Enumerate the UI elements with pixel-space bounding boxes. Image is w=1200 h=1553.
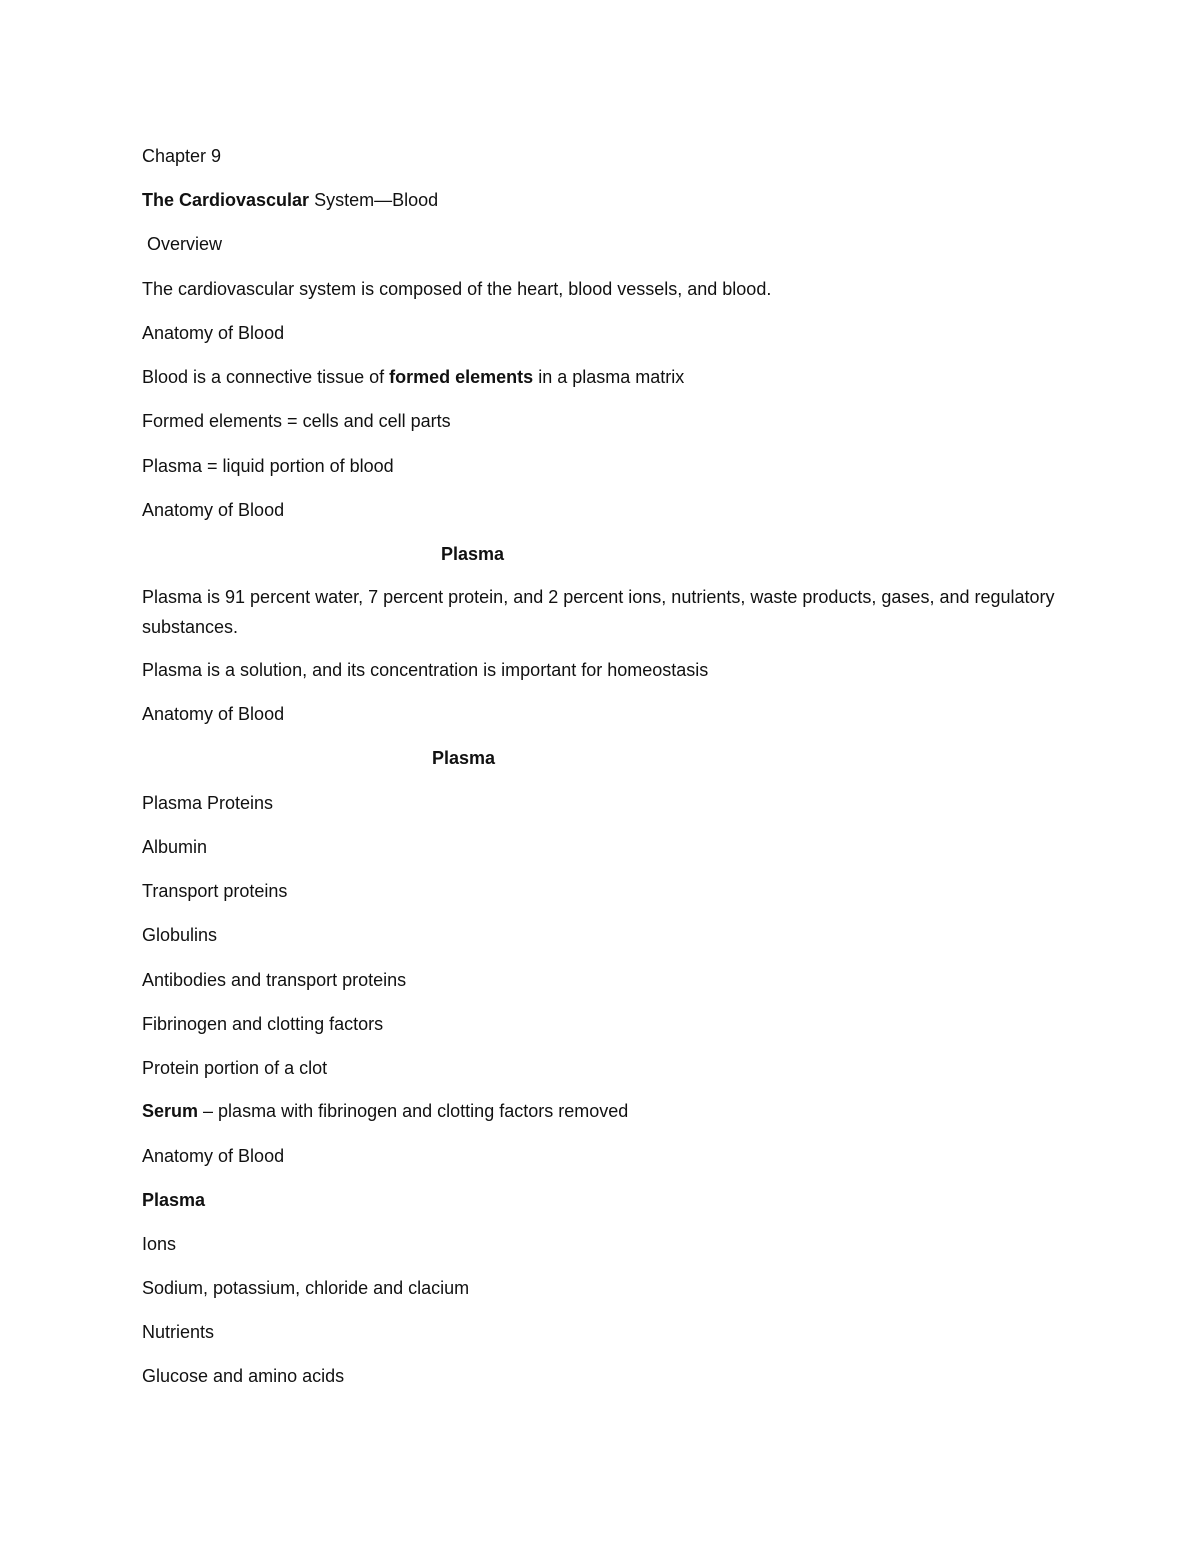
plasma-subheading: Plasma [432, 748, 496, 768]
blood-definition [142, 366, 684, 388]
plasma-definition: Plasma = liquid portion of blood [142, 456, 394, 476]
chapter-title [142, 189, 438, 211]
chapter-label: Chapter 9 [142, 146, 222, 166]
serum-definition-text: – plasma with fibrinogen and clotting factors removed [198, 1101, 629, 1121]
serum-definition [142, 1100, 628, 1122]
serum-term: Serum [142, 1101, 199, 1121]
overview-heading: Overview [142, 234, 223, 254]
plasma-subheading: Plasma [142, 1190, 206, 1210]
plasma-composition-paragraph: Plasma is 91 percent water, 7 percent protein, and 2 percent ions, nutrients, waste products, gases, and regulatory substances. [142, 587, 1055, 637]
blood-definition-part1: Blood is a connective tissue of [142, 367, 390, 387]
plasma-solution-paragraph: Plasma is a solution, and its concentration is important for homeostasis [142, 660, 709, 680]
list-item: Protein portion of a clot [142, 1058, 328, 1078]
formed-elements-term: formed elements [389, 367, 534, 387]
intro-paragraph: The cardiovascular system is composed of the heart, blood vessels, and blood. [142, 279, 772, 299]
plasma-subheading: Plasma [441, 544, 505, 564]
list-item: Plasma Proteins [142, 793, 274, 813]
list-item: Transport proteins [142, 881, 288, 901]
section-heading: Anatomy of Blood [142, 1146, 285, 1166]
formed-elements-definition: Formed elements = cells and cell parts [142, 411, 451, 431]
section-heading: Anatomy of Blood [142, 500, 285, 520]
list-item: Glucose and amino acids [142, 1366, 345, 1386]
list-item: Nutrients [142, 1322, 215, 1342]
list-item: Albumin [142, 837, 208, 857]
section-heading: Anatomy of Blood [142, 323, 285, 343]
blood-definition-part2: in a plasma matrix [533, 367, 685, 387]
chapter-title-bold: The Cardiovascular [142, 190, 310, 210]
list-item: Sodium, potassium, chloride and clacium [142, 1278, 470, 1298]
section-heading: Anatomy of Blood [142, 704, 285, 724]
list-item: Fibrinogen and clotting factors [142, 1014, 384, 1034]
list-item: Ions [142, 1234, 177, 1254]
list-item: Antibodies and transport proteins [142, 970, 407, 990]
chapter-title-rest: System—Blood [309, 190, 439, 210]
list-item: Globulins [142, 925, 218, 945]
